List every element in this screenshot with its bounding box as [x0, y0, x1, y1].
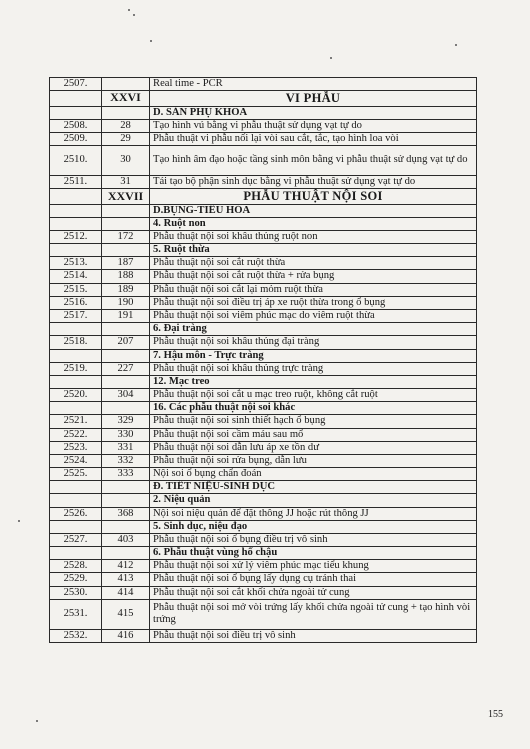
- procedure-name: Phẫu thuật nội soi viêm phúc mạc do viêm ruột thừa: [150, 309, 477, 322]
- empty-cell: [50, 481, 102, 494]
- scan-speck: [133, 14, 135, 16]
- empty-cell: [102, 520, 150, 533]
- procedure-code: 368: [102, 507, 150, 520]
- procedure-name: Nội soi niệu quản để đặt thông JJ hoặc rút thông JJ: [150, 507, 477, 520]
- table-row: [50, 389, 477, 402]
- procedure-name: Tạo hình âm đạo hoặc tầng sinh môn bằng vi phẫu thuật sử dụng vạt tự do: [150, 146, 477, 176]
- row-number: 2527.: [50, 533, 102, 546]
- table-row: [50, 132, 477, 145]
- table-row: [50, 560, 477, 573]
- procedure-code: 414: [102, 586, 150, 599]
- procedure-name: Phẫu thuật nội soi cắt khối chửa ngoài tử cung: [150, 586, 477, 599]
- row-number: 2512.: [50, 230, 102, 243]
- procedure-code: 31: [102, 176, 150, 189]
- procedure-name: Phẫu thuật nội soi điều trị vô sinh: [150, 629, 477, 642]
- procedure-name: Phẫu thuật nội soi cắt lại mỏm ruột thừa: [150, 283, 477, 296]
- table-row: [50, 257, 477, 270]
- empty-cell: [50, 217, 102, 230]
- empty-cell: [50, 91, 102, 106]
- empty-cell: [50, 494, 102, 507]
- empty-cell: [50, 349, 102, 362]
- table-row: [50, 441, 477, 454]
- procedure-code: 412: [102, 560, 150, 573]
- empty-cell: [102, 323, 150, 336]
- row-number: 2516.: [50, 296, 102, 309]
- procedure-code: 332: [102, 454, 150, 467]
- procedure-code: 30: [102, 146, 150, 176]
- procedure-code: 304: [102, 389, 150, 402]
- subsection-row: [50, 244, 477, 257]
- procedure-code: 331: [102, 441, 150, 454]
- table-row: [50, 629, 477, 642]
- procedure-name: Phẫu thuật nội soi rửa bụng, dẫn lưu: [150, 454, 477, 467]
- subsection-title: 4. Ruột non: [150, 217, 477, 230]
- subsection-title: 2. Niệu quản: [150, 494, 477, 507]
- empty-cell: [50, 106, 102, 119]
- scan-speck: [150, 40, 152, 42]
- row-number: 2528.: [50, 560, 102, 573]
- row-number: 2520.: [50, 389, 102, 402]
- empty-cell: [102, 349, 150, 362]
- procedure-name: Phẫu thuật nội soi cầm máu sau mổ: [150, 428, 477, 441]
- procedure-code: 187: [102, 257, 150, 270]
- empty-cell: [50, 520, 102, 533]
- table-row: [50, 78, 477, 91]
- subsection-row: [50, 520, 477, 533]
- procedure-code: 416: [102, 629, 150, 642]
- procedure-name: Phẫu thuật nội soi khâu thủng đại tràng: [150, 336, 477, 349]
- table-row: [50, 176, 477, 189]
- chapter-numeral: XXVII: [102, 189, 150, 204]
- table-row: [50, 454, 477, 467]
- procedure-table-body: [50, 78, 477, 643]
- table-row: [50, 415, 477, 428]
- subsection-row: [50, 217, 477, 230]
- page-number: 155: [488, 709, 503, 720]
- empty-cell: [102, 204, 150, 217]
- procedure-code: 330: [102, 428, 150, 441]
- table-row: [50, 599, 477, 629]
- procedure-code: 227: [102, 362, 150, 375]
- section-row: [50, 481, 477, 494]
- chapter-numeral: XXVI: [102, 91, 150, 106]
- row-number: 2513.: [50, 257, 102, 270]
- table-row: [50, 362, 477, 375]
- scan-speck: [36, 720, 38, 722]
- empty-cell: [50, 402, 102, 415]
- procedure-name: Phẫu thuật nội soi dẫn lưu áp xe tồn dư: [150, 441, 477, 454]
- procedure-name: Phẫu thuật vi phẫu nối lại vòi sau cắt, tắc, tạo hình loa vòi: [150, 132, 477, 145]
- subsection-title: 6. Phẫu thuật vùng hố chậu: [150, 547, 477, 560]
- subsection-row: [50, 402, 477, 415]
- procedure-name: Phẫu thuật nội soi khâu thủng ruột non: [150, 230, 477, 243]
- procedure-code: 191: [102, 309, 150, 322]
- subsection-title: 7. Hậu môn - Trực tràng: [150, 349, 477, 362]
- row-number: 2522.: [50, 428, 102, 441]
- table-row: [50, 119, 477, 132]
- table-row: [50, 146, 477, 176]
- empty-cell: [50, 323, 102, 336]
- row-number: 2530.: [50, 586, 102, 599]
- chapter-row: [50, 189, 477, 204]
- empty-cell: [50, 547, 102, 560]
- procedure-name: Phẫu thuật nội soi sinh thiết hạch ổ bụng: [150, 415, 477, 428]
- subsection-title: 6. Đại tràng: [150, 323, 477, 336]
- chapter-title: PHẪU THUẬT NỘI SOI: [150, 189, 477, 204]
- row-number: 2523.: [50, 441, 102, 454]
- scan-speck: [128, 9, 130, 11]
- subsection-row: [50, 375, 477, 388]
- procedure-name: Phẫu thuật nội soi điều trị áp xe ruột thừa trong ổ bụng: [150, 296, 477, 309]
- procedure-code: 333: [102, 468, 150, 481]
- procedure-code: 207: [102, 336, 150, 349]
- table-row: [50, 309, 477, 322]
- section-row: [50, 106, 477, 119]
- procedure-code: 413: [102, 573, 150, 586]
- table-row: [50, 468, 477, 481]
- subsection-title: 5. Ruột thừa: [150, 244, 477, 257]
- row-number: 2510.: [50, 146, 102, 176]
- empty-cell: [102, 375, 150, 388]
- procedure-name: Phẫu thuật nội soi cắt ruột thừa + rửa bụng: [150, 270, 477, 283]
- subsection-title: 5. Sinh dục, niệu đạo: [150, 520, 477, 533]
- subsection-row: [50, 494, 477, 507]
- row-number: 2507.: [50, 78, 102, 91]
- empty-cell: [50, 244, 102, 257]
- row-number: 2518.: [50, 336, 102, 349]
- empty-cell: [102, 547, 150, 560]
- empty-cell: [50, 204, 102, 217]
- procedure-name: Real time - PCR: [150, 78, 477, 91]
- row-number: 2511.: [50, 176, 102, 189]
- procedure-name: Phẫu thuật nội soi cắt ruột thừa: [150, 257, 477, 270]
- row-number: 2519.: [50, 362, 102, 375]
- empty-cell: [102, 106, 150, 119]
- row-number: 2525.: [50, 468, 102, 481]
- section-row: [50, 204, 477, 217]
- procedure-name: Phẫu thuật nội soi ổ bụng điều trị vô sinh: [150, 533, 477, 546]
- procedure-name: Phẫu thuật nội soi khâu thủng trực tràng: [150, 362, 477, 375]
- procedure-table: [49, 77, 477, 643]
- row-number: 2526.: [50, 507, 102, 520]
- procedure-code: 189: [102, 283, 150, 296]
- row-number: 2524.: [50, 454, 102, 467]
- procedure-code: 28: [102, 119, 150, 132]
- procedure-code: 329: [102, 415, 150, 428]
- row-number: 2532.: [50, 629, 102, 642]
- table-row: [50, 283, 477, 296]
- procedure-name: Phẫu thuật nội soi cắt u mạc treo ruột, không cắt ruột: [150, 389, 477, 402]
- procedure-code: 415: [102, 599, 150, 629]
- table-row: [50, 270, 477, 283]
- empty-cell: [102, 402, 150, 415]
- table-row: [50, 573, 477, 586]
- procedure-code: 188: [102, 270, 150, 283]
- row-number: 2521.: [50, 415, 102, 428]
- empty-cell: [102, 481, 150, 494]
- procedure-code: 190: [102, 296, 150, 309]
- procedure-name: Tạo hình vú bằng vi phẫu thuật sử dụng vạt tự do: [150, 119, 477, 132]
- empty-cell: [102, 494, 150, 507]
- row-number: 2517.: [50, 309, 102, 322]
- table-row: [50, 533, 477, 546]
- empty-cell: [102, 217, 150, 230]
- section-title: D.BỤNG-TIÊU HÓA: [150, 204, 477, 217]
- table-row: [50, 428, 477, 441]
- row-number: 2515.: [50, 283, 102, 296]
- procedure-name: Tái tạo bộ phận sinh dục bằng vi phẫu thuật sử dụng vạt tự do: [150, 176, 477, 189]
- table-row: [50, 507, 477, 520]
- row-number: 2509.: [50, 132, 102, 145]
- procedure-name: Phẫu thuật nội soi ổ bụng lấy dụng cụ tránh thai: [150, 573, 477, 586]
- subsection-title: 12. Mạc treo: [150, 375, 477, 388]
- procedure-name: Nội soi ổ bụng chẩn đoán: [150, 468, 477, 481]
- section-title: Đ. TIẾT NIỆU-SINH DỤC: [150, 481, 477, 494]
- table-row: [50, 230, 477, 243]
- empty-cell: [50, 375, 102, 388]
- procedure-code: 29: [102, 132, 150, 145]
- table-row: [50, 296, 477, 309]
- row-number: 2531.: [50, 599, 102, 629]
- scan-speck: [330, 57, 332, 59]
- procedure-code: [102, 78, 150, 91]
- chapter-row: [50, 91, 477, 106]
- scan-speck: [18, 520, 20, 522]
- subsection-title: 16. Các phẫu thuật nội soi khác: [150, 402, 477, 415]
- row-number: 2529.: [50, 573, 102, 586]
- empty-cell: [102, 244, 150, 257]
- section-title: D. SẢN PHỤ KHOA: [150, 106, 477, 119]
- table-row: [50, 336, 477, 349]
- empty-cell: [50, 189, 102, 204]
- subsection-row: [50, 323, 477, 336]
- row-number: 2508.: [50, 119, 102, 132]
- procedure-name: Phẫu thuật nội soi mở vòi trứng lấy khối chửa ngoài tử cung + tạo hình vòi trứng: [150, 599, 477, 629]
- table-row: [50, 586, 477, 599]
- procedure-code: 403: [102, 533, 150, 546]
- procedure-code: 172: [102, 230, 150, 243]
- procedure-name: Phẫu thuật nội soi xử lý viêm phúc mạc tiểu khung: [150, 560, 477, 573]
- chapter-title: VI PHẪU: [150, 91, 477, 106]
- row-number: 2514.: [50, 270, 102, 283]
- subsection-row: [50, 349, 477, 362]
- subsection-row: [50, 547, 477, 560]
- scan-speck: [455, 44, 457, 46]
